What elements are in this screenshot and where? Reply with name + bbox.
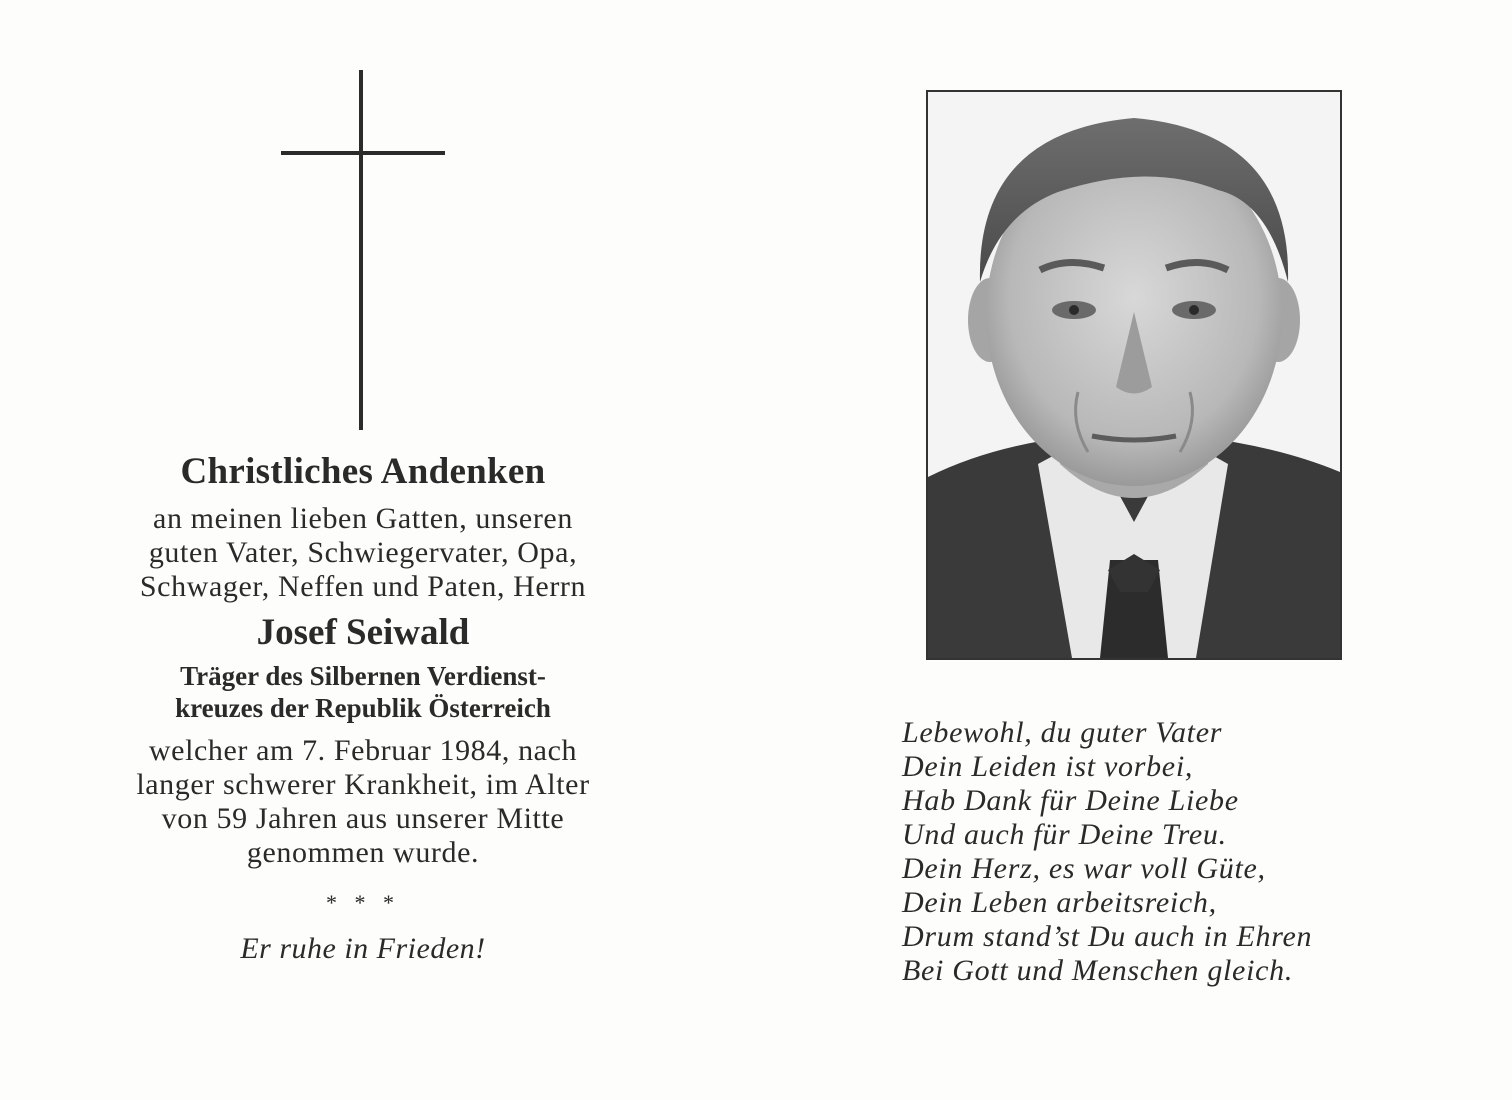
poem-line: Dein Leben arbeitsreich, [902,886,1217,919]
memorial-text [60,448,666,966]
death-line: genommen wurde. [246,836,480,869]
separator-stars: * * * [326,890,400,915]
closing-blessing: Er ruhe in Frieden! [240,932,486,965]
deceased-name: Josef Seiwald [256,612,470,653]
left-panel [60,0,666,1100]
poem-line: Lebewohl, du guter Vater [902,716,1223,749]
poem-line: Hab Dank für Deine Liebe [902,784,1239,817]
poem-line: Dein Herz, es war voll Güte, [902,852,1266,885]
honor-line: kreuzes der Republik Österreich [175,693,551,723]
poem-line: Dein Leiden ist vorbei, [902,750,1194,783]
cross-icon [60,0,666,440]
poem-line: Bei Gott und Menschen gleich. [902,954,1294,987]
intro-line: an meinen lieben Gatten, unseren [153,502,573,535]
portrait-illustration [928,92,1340,658]
death-line: welcher am 7. Februar 1984, nach [148,734,578,767]
death-line: von 59 Jahren aus unserer Mitte [161,802,565,835]
poem-line: Drum stand’st Du auch in Ehren [902,920,1313,953]
heading: Christliches Andenken [180,451,546,492]
intro-line: guten Vater, Schwiegervater, Opa, [148,536,578,569]
intro-line: Schwager, Neffen und Paten, Herrn [139,570,587,603]
honor-line: Träger des Silbernen Verdienst- [180,661,546,691]
cross-vertical-beam [359,70,363,430]
poem-line: Und auch für Deine Treu. [902,818,1227,851]
death-text [60,734,666,870]
honor-text [60,660,666,724]
poem [902,716,1462,988]
portrait-photo [926,90,1342,660]
death-line: langer schwerer Krankheit, im Alter [136,768,590,801]
intro-text [60,502,666,604]
cross-horizontal-beam [281,151,445,155]
